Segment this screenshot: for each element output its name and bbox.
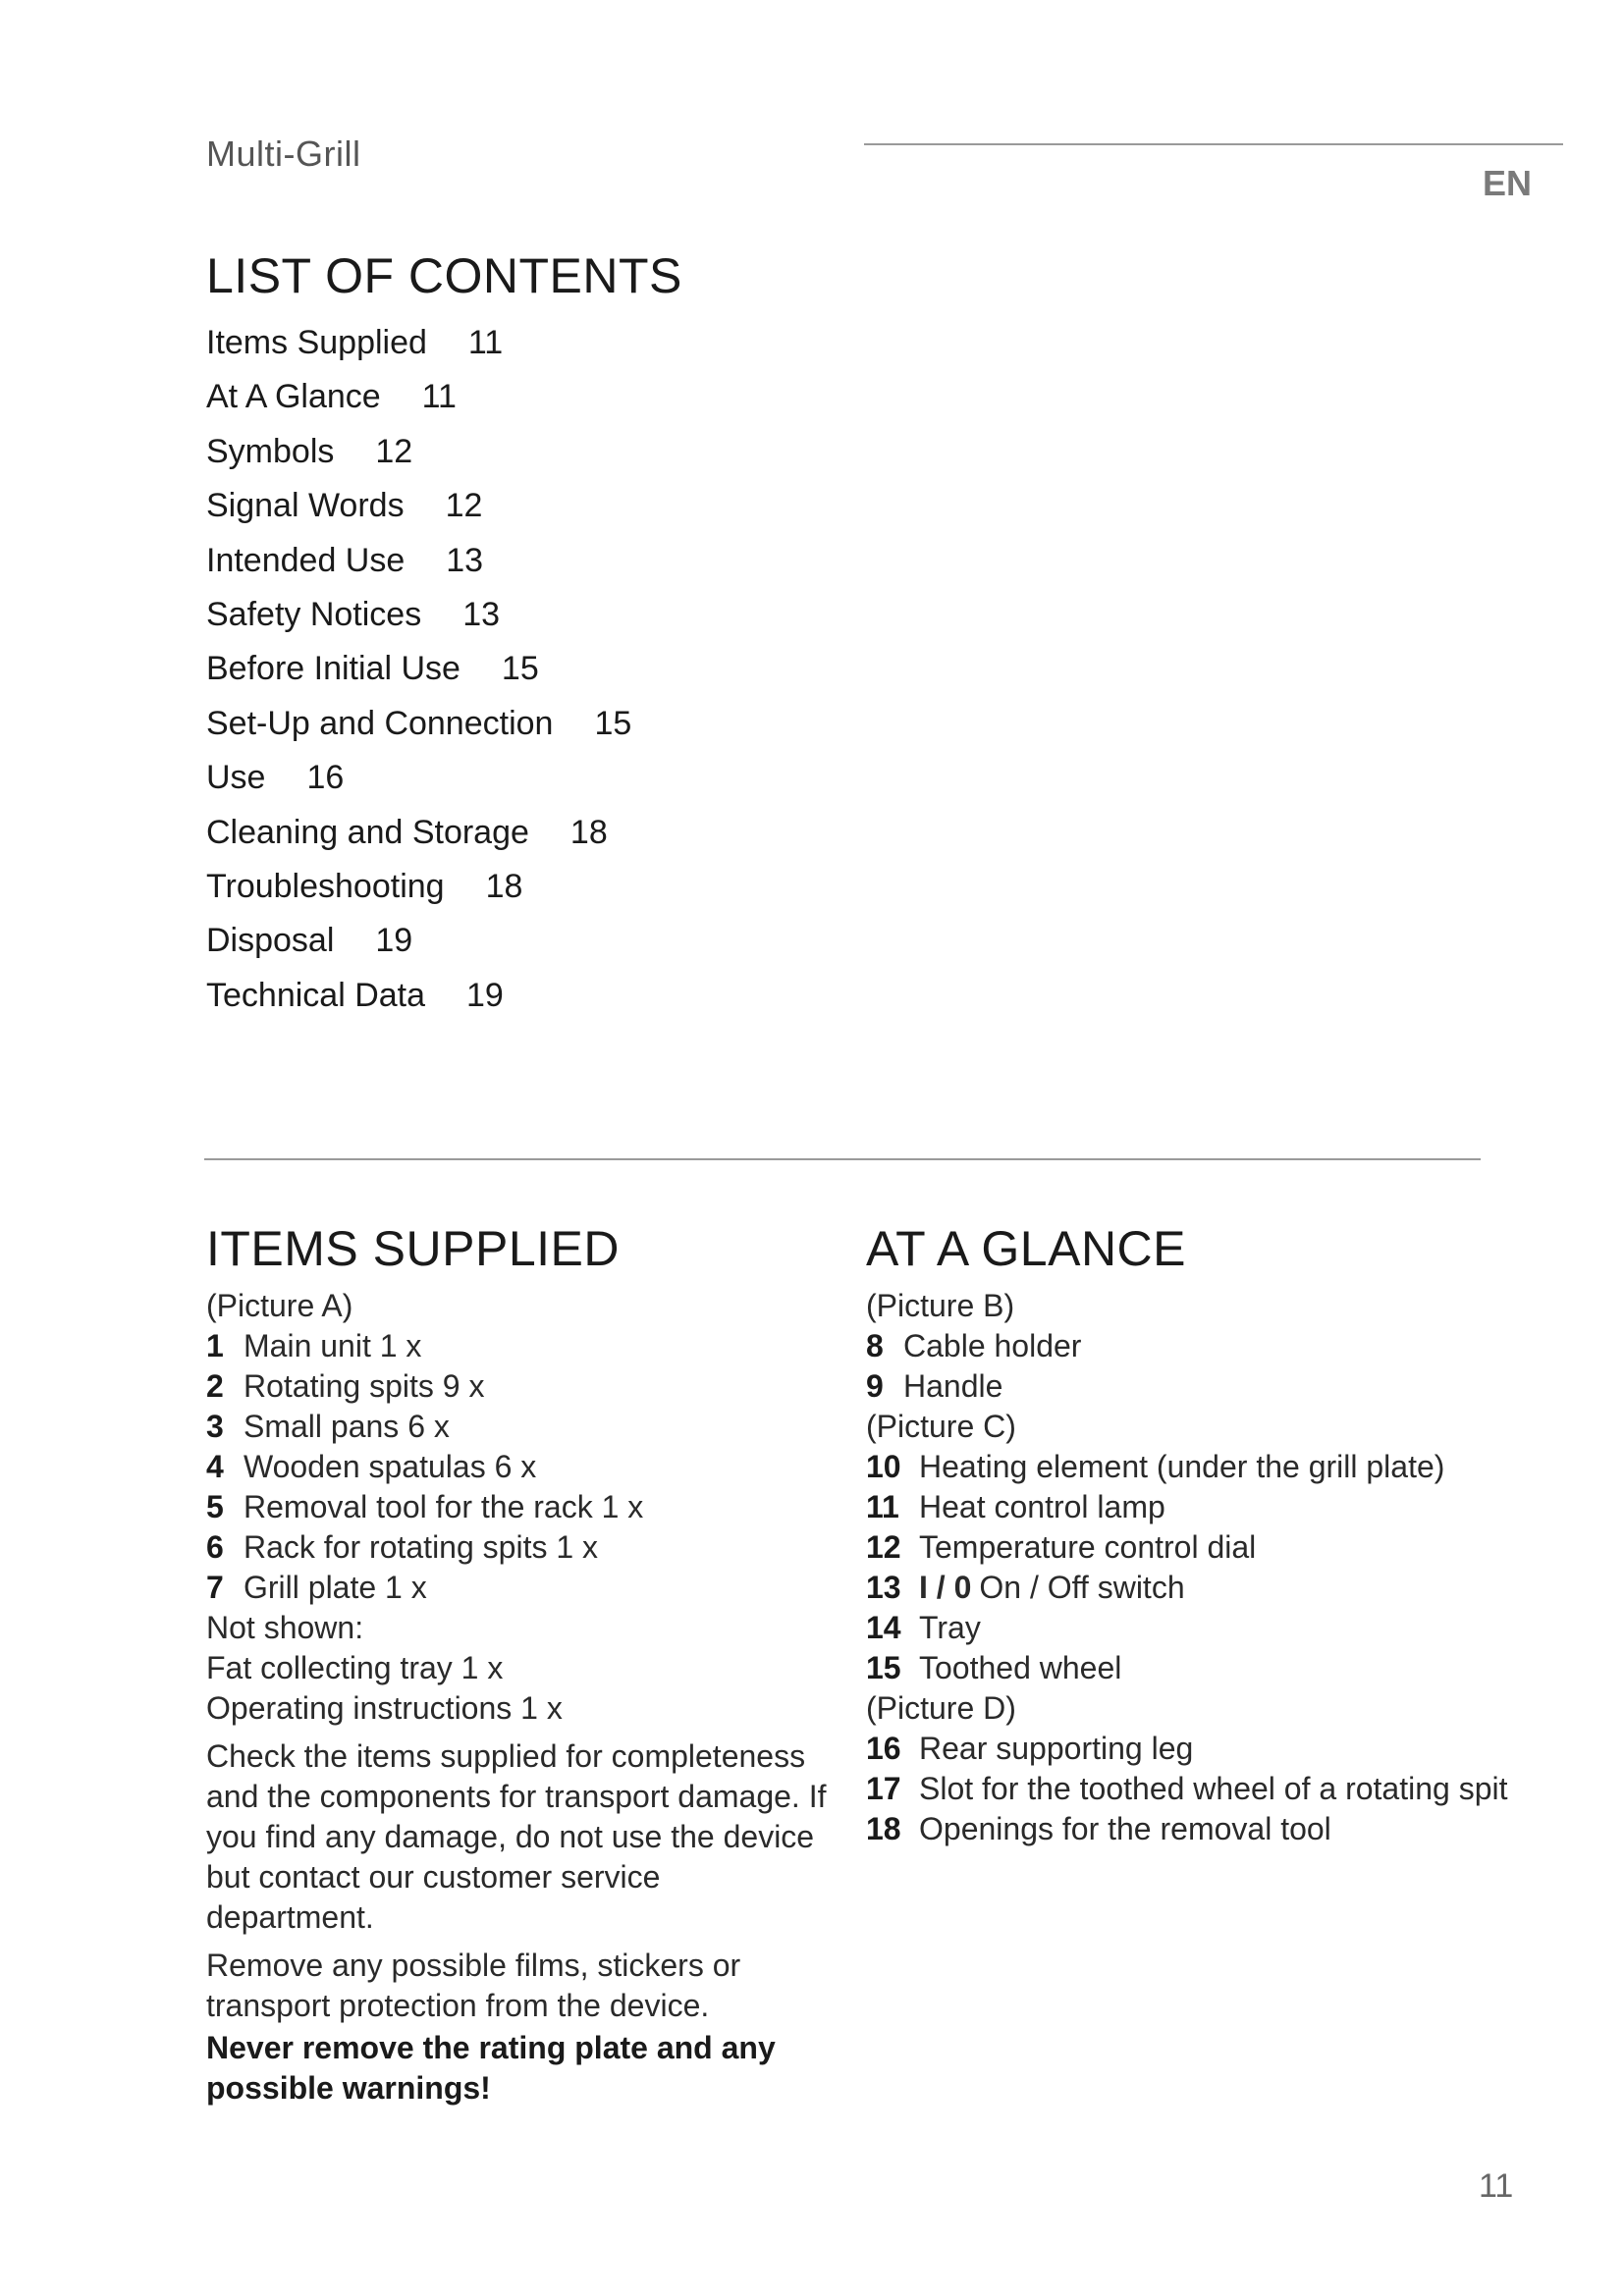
list-item xyxy=(866,1648,1514,1688)
list-item xyxy=(206,1407,835,1447)
item-text: Wooden spatulas 6 x xyxy=(244,1449,537,1484)
toc-entry[interactable] xyxy=(206,860,631,914)
list-item xyxy=(866,1769,1514,1809)
item-number: 14 xyxy=(866,1610,901,1645)
switch-label: On / Off switch xyxy=(979,1570,1185,1605)
part-list xyxy=(866,1447,1514,1688)
list-item xyxy=(866,1729,1514,1769)
item-text: Cable holder xyxy=(903,1328,1082,1363)
items-supplied-section xyxy=(206,1219,835,2109)
toc-entry[interactable] xyxy=(206,751,631,805)
toc-entry[interactable] xyxy=(206,588,631,642)
toc-entry-label: Disposal xyxy=(206,922,335,960)
list-item xyxy=(206,1527,835,1568)
page-number: 11 xyxy=(1479,2167,1514,2205)
item-number: 1 xyxy=(206,1328,224,1363)
item-number: 13 xyxy=(866,1570,901,1605)
item-number: 3 xyxy=(206,1409,224,1444)
item-number: 11 xyxy=(866,1489,899,1524)
item-text: Handle xyxy=(903,1368,1003,1404)
toc-entry-label: Before Initial Use xyxy=(206,650,460,688)
table-of-contents xyxy=(206,316,631,1023)
item-number: 6 xyxy=(206,1529,224,1565)
section-divider xyxy=(204,1158,1481,1160)
header-divider xyxy=(864,143,1563,145)
toc-entry-page: 12 xyxy=(375,432,413,470)
toc-entry[interactable] xyxy=(206,479,631,533)
items-supplied-list xyxy=(206,1326,835,1608)
list-item xyxy=(866,1447,1514,1487)
toc-entry[interactable] xyxy=(206,806,631,860)
not-shown-label: Not shown: xyxy=(206,1610,364,1645)
item-text: Heat control lamp xyxy=(919,1489,1165,1524)
item-number: 7 xyxy=(206,1570,224,1605)
list-item xyxy=(866,1608,1514,1648)
product-name: Multi-Grill xyxy=(206,133,361,174)
item-number: 8 xyxy=(866,1328,884,1363)
toc-entry-page: 18 xyxy=(485,867,523,905)
at-a-glance-section xyxy=(866,1219,1514,1849)
toc-entry-label: Symbols xyxy=(206,432,335,470)
item-number: 5 xyxy=(206,1489,224,1524)
item-text: Heating element (under the grill plate) xyxy=(919,1449,1445,1484)
item-text xyxy=(919,1568,1185,1608)
toc-entry-label: Technical Data xyxy=(206,976,426,1014)
toc-entry-page: 12 xyxy=(445,487,483,525)
toc-entry[interactable] xyxy=(206,642,631,696)
picture-reference: (Picture A) xyxy=(206,1288,353,1323)
toc-entry[interactable] xyxy=(206,969,631,1023)
toc-entry-label: Troubleshooting xyxy=(206,867,445,905)
toc-entry-label: Signal Words xyxy=(206,487,405,525)
list-item xyxy=(206,1366,835,1407)
at-a-glance-title: AT A GLANCE xyxy=(866,1221,1187,1276)
on-off-symbol: I / 0 xyxy=(919,1570,972,1605)
toc-entry-label: Set-Up and Connection xyxy=(206,704,554,742)
item-number: 2 xyxy=(206,1368,224,1404)
list-item xyxy=(206,1487,835,1527)
toc-entry-label: At A Glance xyxy=(206,378,381,416)
part-list xyxy=(866,1326,1514,1407)
list-item xyxy=(206,1568,835,1608)
language-code: EN xyxy=(1483,163,1533,203)
list-item xyxy=(206,1447,835,1487)
list-item xyxy=(866,1366,1514,1407)
list-item xyxy=(866,1487,1514,1527)
picture-reference: (Picture B) xyxy=(866,1288,1015,1323)
items-supplied-title: ITEMS SUPPLIED xyxy=(206,1221,620,1276)
list-item xyxy=(206,1326,835,1366)
toc-entry-label: Safety Notices xyxy=(206,595,422,633)
item-text: Removal tool for the rack 1 x xyxy=(244,1489,644,1524)
toc-entry[interactable] xyxy=(206,316,631,370)
toc-entry[interactable] xyxy=(206,914,631,968)
list-item xyxy=(866,1809,1514,1849)
part-list xyxy=(866,1729,1514,1849)
toc-entry[interactable] xyxy=(206,370,631,424)
toc-entry-page: 18 xyxy=(569,813,608,851)
inspection-paragraph: Check the items supplied for completeness and the components for transport damage. If you find any damage, do not use the device but contact our customer service department. xyxy=(206,1738,827,1935)
item-number: 4 xyxy=(206,1449,224,1484)
list-item xyxy=(866,1326,1514,1366)
item-number: 9 xyxy=(866,1368,884,1404)
toc-entry-page: 11 xyxy=(467,324,504,361)
toc-entry-page: 15 xyxy=(501,650,539,688)
item-text: Openings for the removal tool xyxy=(919,1811,1331,1846)
item-number: 18 xyxy=(866,1811,901,1846)
toc-entry-page: 13 xyxy=(446,541,484,579)
toc-entry-label: Cleaning and Storage xyxy=(206,813,529,851)
list-item xyxy=(866,1527,1514,1568)
item-number: 15 xyxy=(866,1650,901,1685)
toc-entry-label: Items Supplied xyxy=(206,324,427,361)
item-text: Rotating spits 9 x xyxy=(244,1368,485,1404)
not-shown-item: Fat collecting tray 1 x xyxy=(206,1650,504,1685)
picture-reference: (Picture D) xyxy=(866,1690,1016,1726)
item-text: Rear supporting leg xyxy=(919,1731,1194,1766)
toc-entry-page: 13 xyxy=(462,595,501,633)
item-text: Grill plate 1 x xyxy=(244,1570,427,1605)
toc-entry-label: Use xyxy=(206,759,266,797)
rating-plate-warning: Never remove the rating plate and any possible warnings! xyxy=(206,2030,776,2106)
toc-entry-page: 15 xyxy=(594,704,632,742)
list-item xyxy=(866,1568,1514,1608)
item-text: Small pans 6 x xyxy=(244,1409,450,1444)
toc-entry-page: 19 xyxy=(375,922,413,960)
toc-title: LIST OF CONTENTS xyxy=(206,248,682,303)
toc-entry-label: Intended Use xyxy=(206,541,406,579)
item-number: 12 xyxy=(866,1529,901,1565)
picture-reference: (Picture C) xyxy=(866,1409,1016,1444)
item-text: Temperature control dial xyxy=(919,1529,1257,1565)
item-text: Rack for rotating spits 1 x xyxy=(244,1529,599,1565)
item-number: 17 xyxy=(866,1771,901,1806)
toc-entry[interactable] xyxy=(206,534,631,588)
item-text: Tray xyxy=(919,1610,981,1645)
toc-entry-page: 11 xyxy=(421,378,457,416)
toc-entry-page: 19 xyxy=(466,976,504,1014)
item-number: 10 xyxy=(866,1449,901,1484)
toc-entry[interactable] xyxy=(206,697,631,751)
item-text: Main unit 1 x xyxy=(244,1328,422,1363)
item-text: Toothed wheel xyxy=(919,1650,1122,1685)
toc-entry-page: 16 xyxy=(306,759,345,797)
not-shown-item: Operating instructions 1 x xyxy=(206,1690,563,1726)
item-number: 16 xyxy=(866,1731,901,1766)
packaging-paragraph: Remove any possible films, stickers or transport protection from the device. xyxy=(206,1948,741,2023)
toc-entry[interactable] xyxy=(206,425,631,479)
item-text: Slot for the toothed wheel of a rotating spit xyxy=(919,1771,1508,1806)
